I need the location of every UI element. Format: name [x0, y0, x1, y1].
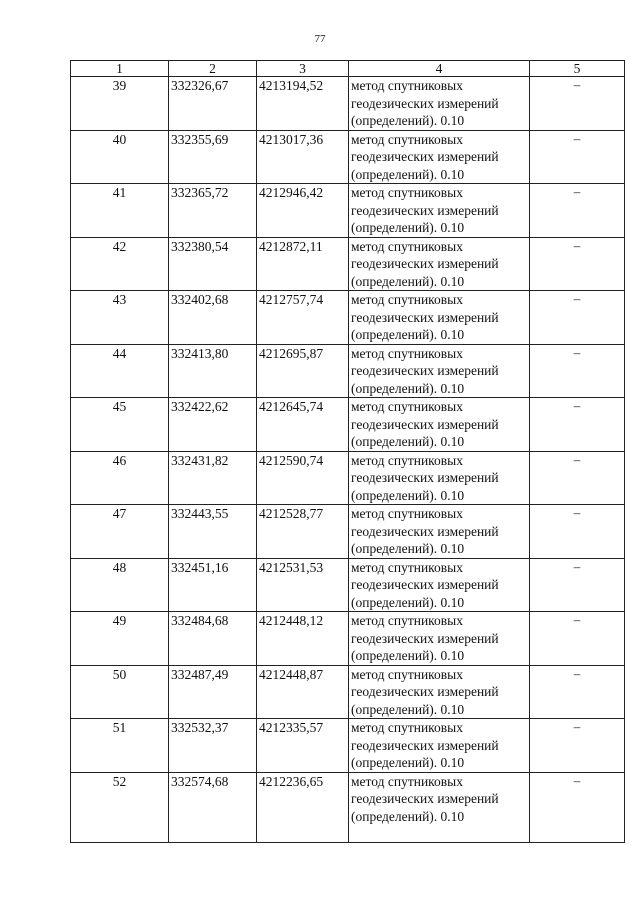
y-coordinate-cell: 4212872,11	[257, 237, 349, 291]
note-cell: –	[530, 719, 625, 773]
method-text-line: (определений). 0.10	[351, 594, 465, 610]
point-number-cell: 52	[71, 772, 169, 842]
method-cell	[349, 612, 530, 666]
method-text-line: (определений). 0.10	[351, 701, 465, 717]
y-coordinate-cell: 4212645,74	[257, 398, 349, 452]
x-coordinate-cell: 332574,68	[169, 772, 257, 842]
note-cell: –	[530, 612, 625, 666]
point-number-cell: 39	[71, 77, 169, 131]
method-text-line: (определений). 0.10	[351, 327, 465, 342]
method-text-line: геодезических измерений	[351, 256, 499, 271]
table-header	[71, 61, 625, 77]
table-row	[71, 612, 625, 666]
note-cell: –	[530, 772, 625, 842]
column-header: 3	[257, 61, 349, 77]
y-coordinate-cell: 4212528,77	[257, 505, 349, 559]
method-cell	[349, 719, 530, 773]
method-cell	[349, 451, 530, 505]
table-row	[71, 505, 625, 559]
method-text-line: геодезических измерений	[351, 737, 499, 753]
method-text-line: (определений). 0.10	[351, 755, 465, 770]
x-coordinate-cell: 332413,80	[169, 344, 257, 398]
note-cell: –	[530, 77, 625, 131]
table-row	[71, 237, 625, 291]
table-row	[71, 451, 625, 505]
point-number-cell: 43	[71, 291, 169, 345]
table-row	[71, 772, 625, 842]
method-text-line: метод спутниковых	[351, 399, 463, 414]
table-row	[71, 719, 625, 773]
method-text-line: метод спутниковых	[351, 452, 463, 468]
method-text-line: (определений). 0.10	[351, 648, 465, 663]
method-text-line: геодезических измерений	[351, 309, 499, 325]
method-text-line: (определений). 0.10	[351, 113, 465, 128]
x-coordinate-cell: 332422,62	[169, 398, 257, 452]
note-cell: –	[530, 505, 625, 559]
method-cell	[349, 291, 530, 345]
column-header: 1	[71, 61, 169, 77]
table-row	[71, 291, 625, 345]
x-coordinate-cell: 332487,49	[169, 665, 257, 719]
method-text-line: геодезических измерений	[351, 523, 499, 539]
method-text-line: (определений). 0.10	[351, 808, 465, 824]
point-number-cell: 51	[71, 719, 169, 773]
method-text-line: геодезических измерений	[351, 202, 499, 218]
method-cell	[349, 772, 530, 842]
table-row	[71, 344, 625, 398]
x-coordinate-cell: 332402,68	[169, 291, 257, 345]
y-coordinate-cell: 4213194,52	[257, 77, 349, 131]
method-text-line: геодезических измерений	[351, 363, 499, 378]
method-cell	[349, 77, 530, 131]
x-coordinate-cell: 332443,55	[169, 505, 257, 559]
point-number-cell: 46	[71, 451, 169, 505]
method-text-line: геодезических измерений	[351, 791, 499, 806]
method-text-line: (определений). 0.10	[351, 487, 465, 503]
table-row	[71, 665, 625, 719]
x-coordinate-cell: 332365,72	[169, 184, 257, 238]
method-text-line: (определений). 0.10	[351, 434, 465, 449]
y-coordinate-cell: 4212448,12	[257, 612, 349, 666]
method-text-line: метод спутниковых	[351, 559, 463, 575]
method-text-line: (определений). 0.10	[351, 220, 465, 235]
note-cell: –	[530, 291, 625, 345]
method-text-line: (определений). 0.10	[351, 380, 465, 396]
method-text-line: метод спутниковых	[351, 345, 463, 361]
point-number-cell: 47	[71, 505, 169, 559]
method-text-line: геодезических измерений	[351, 630, 499, 646]
y-coordinate-cell: 4212236,65	[257, 772, 349, 842]
method-cell	[349, 344, 530, 398]
method-cell	[349, 558, 530, 612]
coordinates-table	[70, 60, 625, 843]
method-text-line: метод спутниковых	[351, 613, 463, 628]
note-cell: –	[530, 130, 625, 184]
method-text-line: метод спутниковых	[351, 720, 463, 735]
point-number-cell: 48	[71, 558, 169, 612]
method-text-line: метод спутниковых	[351, 506, 463, 521]
note-cell: –	[530, 665, 625, 719]
page-number: 77	[314, 33, 326, 45]
point-number-cell: 41	[71, 184, 169, 238]
method-cell	[349, 130, 530, 184]
point-number-cell: 49	[71, 612, 169, 666]
y-coordinate-cell: 4212695,87	[257, 344, 349, 398]
point-number-cell: 44	[71, 344, 169, 398]
note-cell: –	[530, 237, 625, 291]
method-cell	[349, 505, 530, 559]
method-text-line: метод спутниковых	[351, 185, 463, 200]
y-coordinate-cell: 4212448,87	[257, 665, 349, 719]
method-text-line: (определений). 0.10	[351, 273, 465, 289]
method-cell	[349, 665, 530, 719]
method-cell	[349, 398, 530, 452]
table-row	[71, 184, 625, 238]
x-coordinate-cell: 332484,68	[169, 612, 257, 666]
point-number-cell: 42	[71, 237, 169, 291]
x-coordinate-cell: 332532,37	[169, 719, 257, 773]
note-cell: –	[530, 344, 625, 398]
note-cell: –	[530, 184, 625, 238]
y-coordinate-cell: 4212590,74	[257, 451, 349, 505]
method-text-line: (определений). 0.10	[351, 541, 465, 556]
note-cell: –	[530, 451, 625, 505]
method-text-line: геодезических измерений	[351, 416, 499, 432]
y-coordinate-cell: 4212757,74	[257, 291, 349, 345]
method-text-line: геодезических измерений	[351, 577, 499, 592]
method-text-line: метод спутниковых	[351, 78, 463, 93]
method-text-line: геодезических измерений	[351, 470, 499, 485]
method-text-line: метод спутниковых	[351, 292, 463, 307]
y-coordinate-cell: 4212946,42	[257, 184, 349, 238]
y-coordinate-cell: 4212531,53	[257, 558, 349, 612]
table-row	[71, 77, 625, 131]
method-cell	[349, 237, 530, 291]
table-row	[71, 558, 625, 612]
method-text-line: метод спутниковых	[351, 238, 463, 254]
method-text-line: метод спутниковых	[351, 131, 463, 147]
x-coordinate-cell: 332355,69	[169, 130, 257, 184]
header-row	[71, 61, 625, 77]
method-text-line: геодезических измерений	[351, 149, 499, 164]
column-header: 4	[349, 61, 530, 77]
y-coordinate-cell: 4213017,36	[257, 130, 349, 184]
method-text-line: (определений). 0.10	[351, 166, 465, 182]
note-cell: –	[530, 398, 625, 452]
x-coordinate-cell: 332451,16	[169, 558, 257, 612]
x-coordinate-cell: 332431,82	[169, 451, 257, 505]
column-header: 5	[530, 61, 625, 77]
point-number-cell: 45	[71, 398, 169, 452]
x-coordinate-cell: 332380,54	[169, 237, 257, 291]
column-header: 2	[169, 61, 257, 77]
point-number-cell: 40	[71, 130, 169, 184]
table-row	[71, 398, 625, 452]
method-cell	[349, 184, 530, 238]
y-coordinate-cell: 4212335,57	[257, 719, 349, 773]
method-text-line: геодезических измерений	[351, 684, 499, 699]
x-coordinate-cell: 332326,67	[169, 77, 257, 131]
method-text-line: метод спутниковых	[351, 666, 463, 682]
method-text-line: метод спутниковых	[351, 773, 463, 789]
point-number-cell: 50	[71, 665, 169, 719]
table-body	[71, 77, 625, 843]
note-cell: –	[530, 558, 625, 612]
table-row	[71, 130, 625, 184]
method-text-line: геодезических измерений	[351, 95, 499, 111]
